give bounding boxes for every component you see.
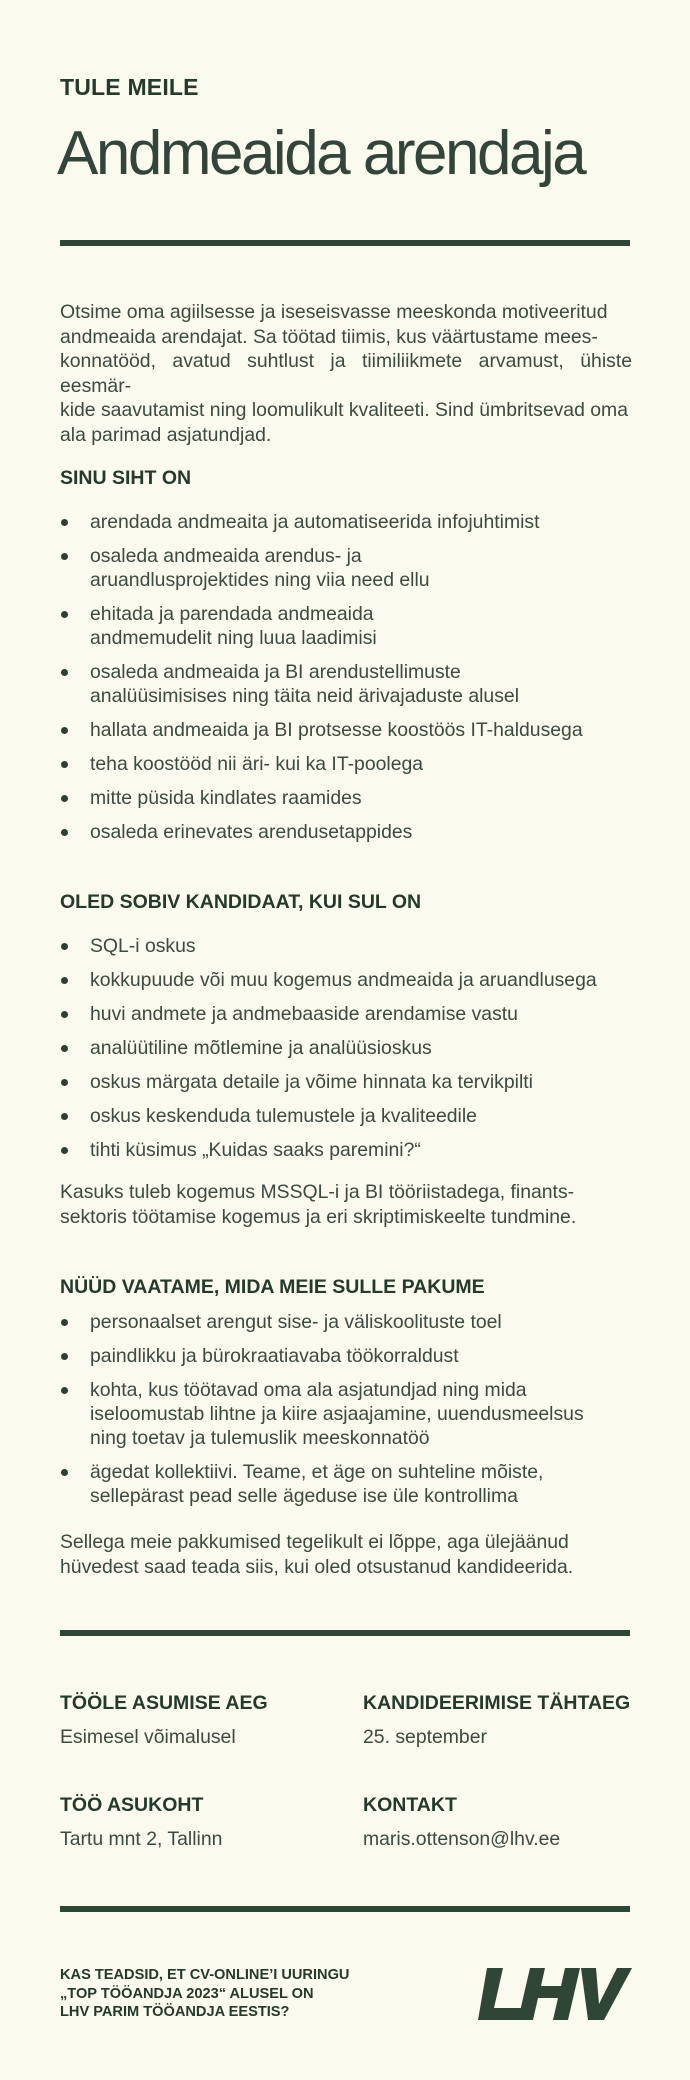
list-item: tihti küsimus „Kuidas saaks paremini?“ xyxy=(60,1138,640,1162)
divider-top xyxy=(60,240,630,246)
list-item: SQL-i oskus xyxy=(60,934,640,958)
list-item-text: andmemudelit ning luua laadimisi xyxy=(90,627,377,649)
list-item-text: sellepärast pead selle ägeduse ise üle kontrollima xyxy=(90,1485,518,1507)
list-item-text: osaleda erinevates arendusetappides xyxy=(90,821,413,843)
list-item: oskus keskenduda tulemustele ja kvaliteedile xyxy=(60,1104,640,1128)
list-item xyxy=(60,660,640,708)
intro-line: andmeaida arendajat. Sa töötad tiimis, kus väärtustame mees- xyxy=(60,325,598,348)
requirements-note xyxy=(60,1180,640,1229)
list-item-text: osaleda andmeaida ja BI arendustellimuste xyxy=(90,661,461,683)
requirements-list xyxy=(60,934,640,1162)
deadline-value: 25. september xyxy=(363,1726,487,1748)
list-item xyxy=(60,786,640,810)
intro-line: Otsime oma agiilsesse ja iseseisvasse meeskonda motiveeritud xyxy=(60,301,608,323)
intro-paragraph xyxy=(60,300,632,447)
intro-line: konnatööd, avatud suhtlust ja tiimiliikmete arvamust, ühiste eesmär- xyxy=(60,350,632,397)
list-item: analüütiline mõtlemine ja analüüsioskus xyxy=(60,1036,640,1060)
divider-bottom xyxy=(60,1906,630,1912)
deadline-label: KANDIDEERIMISE TÄHTAEG xyxy=(363,1692,631,1714)
start-date-label: TÖÖLE ASUMISE AEG xyxy=(60,1692,268,1714)
list-item-text: paindlikku ja bürokraatiavaba töökorraldust xyxy=(90,1345,459,1367)
list-item xyxy=(60,718,640,742)
footer-line: LHV PARIM TÖÖANDJA EESTIS? xyxy=(60,2004,290,2020)
lhv-logo xyxy=(478,1966,632,2022)
offer-heading: NÜÜD VAATAME, MIDA MEIE SULLE PAKUME xyxy=(60,1276,485,1298)
contact-email-link[interactable]: maris.ottenson@lhv.ee xyxy=(363,1828,561,1850)
list-item-text: analüüsimisises ning täita neid ärivajaduste alusel xyxy=(90,685,519,707)
divider-middle xyxy=(60,1630,630,1636)
list-item xyxy=(60,510,640,534)
offer-list xyxy=(60,1310,640,1508)
list-item-text: arendada andmeaita ja automatiseerida infojuhtimist xyxy=(90,511,540,533)
list-item xyxy=(60,602,640,650)
list-item-text: mitte püsida kindlates raamides xyxy=(90,787,362,809)
eyebrow-label: TULE MEILE xyxy=(60,74,199,100)
list-item-text: aruandlusprojektides ning viia need ellu xyxy=(90,569,430,591)
list-item: huvi andmete ja andmebaaside arendamise vastu xyxy=(60,1002,640,1026)
list-item xyxy=(60,820,640,844)
note-line: Kasuks tuleb kogemus MSSQL-i ja BI tööriistadega, finants- xyxy=(60,1181,575,1203)
job-title: Andmeaida arendaja xyxy=(57,119,585,188)
note-line: sektoris töötamise kogemus ja eri skriptimiskeelte tundmine. xyxy=(60,1205,577,1228)
list-item-text: ehitada ja parendada andmeaida xyxy=(90,603,374,625)
list-item-text: personaalset arengut sise- ja väliskoolituste toel xyxy=(90,1311,502,1333)
list-item xyxy=(60,544,640,592)
location-value: Tartu mnt 2, Tallinn xyxy=(60,1828,223,1850)
list-item-text: kohta, kus töötavad oma ala asjatundjad ning mida xyxy=(90,1379,527,1401)
list-item xyxy=(60,1310,640,1334)
list-item: oskus märgata detaile ja võime hinnata ka tervikpilti xyxy=(60,1070,640,1094)
list-item xyxy=(60,1460,640,1508)
start-date-value: Esimesel võimalusel xyxy=(60,1726,236,1748)
footer-line: KAS TEADSID, ET CV-ONLINE’I UURINGU xyxy=(60,1967,350,1983)
offer-note xyxy=(60,1530,640,1579)
list-item-text: ägedat kollektiivi. Teame, et äge on suhteline mõiste, xyxy=(90,1461,544,1483)
list-item-text: iseloomustab lihtne ja kiire asjaajamine, uuendusmeelsus xyxy=(90,1403,584,1425)
list-item-text: hallata andmeaida ja BI protsesse koostöös IT-haldusega xyxy=(90,719,583,741)
list-item: kokkupuude või muu kogemus andmeaida ja aruandlusega xyxy=(60,968,640,992)
list-item xyxy=(60,752,640,776)
contact-label: KONTAKT xyxy=(363,1794,457,1816)
goals-heading: SINU SIHT ON xyxy=(60,467,192,489)
intro-line: ala parimad asjatundjad. xyxy=(60,423,272,446)
list-item xyxy=(60,1378,640,1450)
requirements-heading: OLED SOBIV KANDIDAAT, KUI SUL ON xyxy=(60,891,422,913)
footer-note xyxy=(60,1966,390,2022)
list-item-text: teha koostööd nii äri- kui ka IT-poolega xyxy=(90,753,424,775)
list-item-text: ning toetav ja tulemuslik meeskonnatöö xyxy=(90,1427,430,1449)
location-label: TÖÖ ASUKOHT xyxy=(60,1794,204,1816)
note-line: Sellega meie pakkumised tegelikult ei lõppe, aga ülejäänud xyxy=(60,1531,569,1553)
list-item-text: osaleda andmeaida arendus- ja xyxy=(90,545,362,567)
goals-list xyxy=(60,510,640,844)
list-item xyxy=(60,1344,640,1368)
intro-line: kide saavutamist ning loomulikult kvaliteeti. Sind ümbritsevad oma xyxy=(60,399,628,421)
footer-line: „TOP TÖÖANDJA 2023“ ALUSEL ON xyxy=(60,1985,314,2002)
note-line: hüvedest saad teada siis, kui oled otsustanud kandideerida. xyxy=(60,1555,574,1578)
